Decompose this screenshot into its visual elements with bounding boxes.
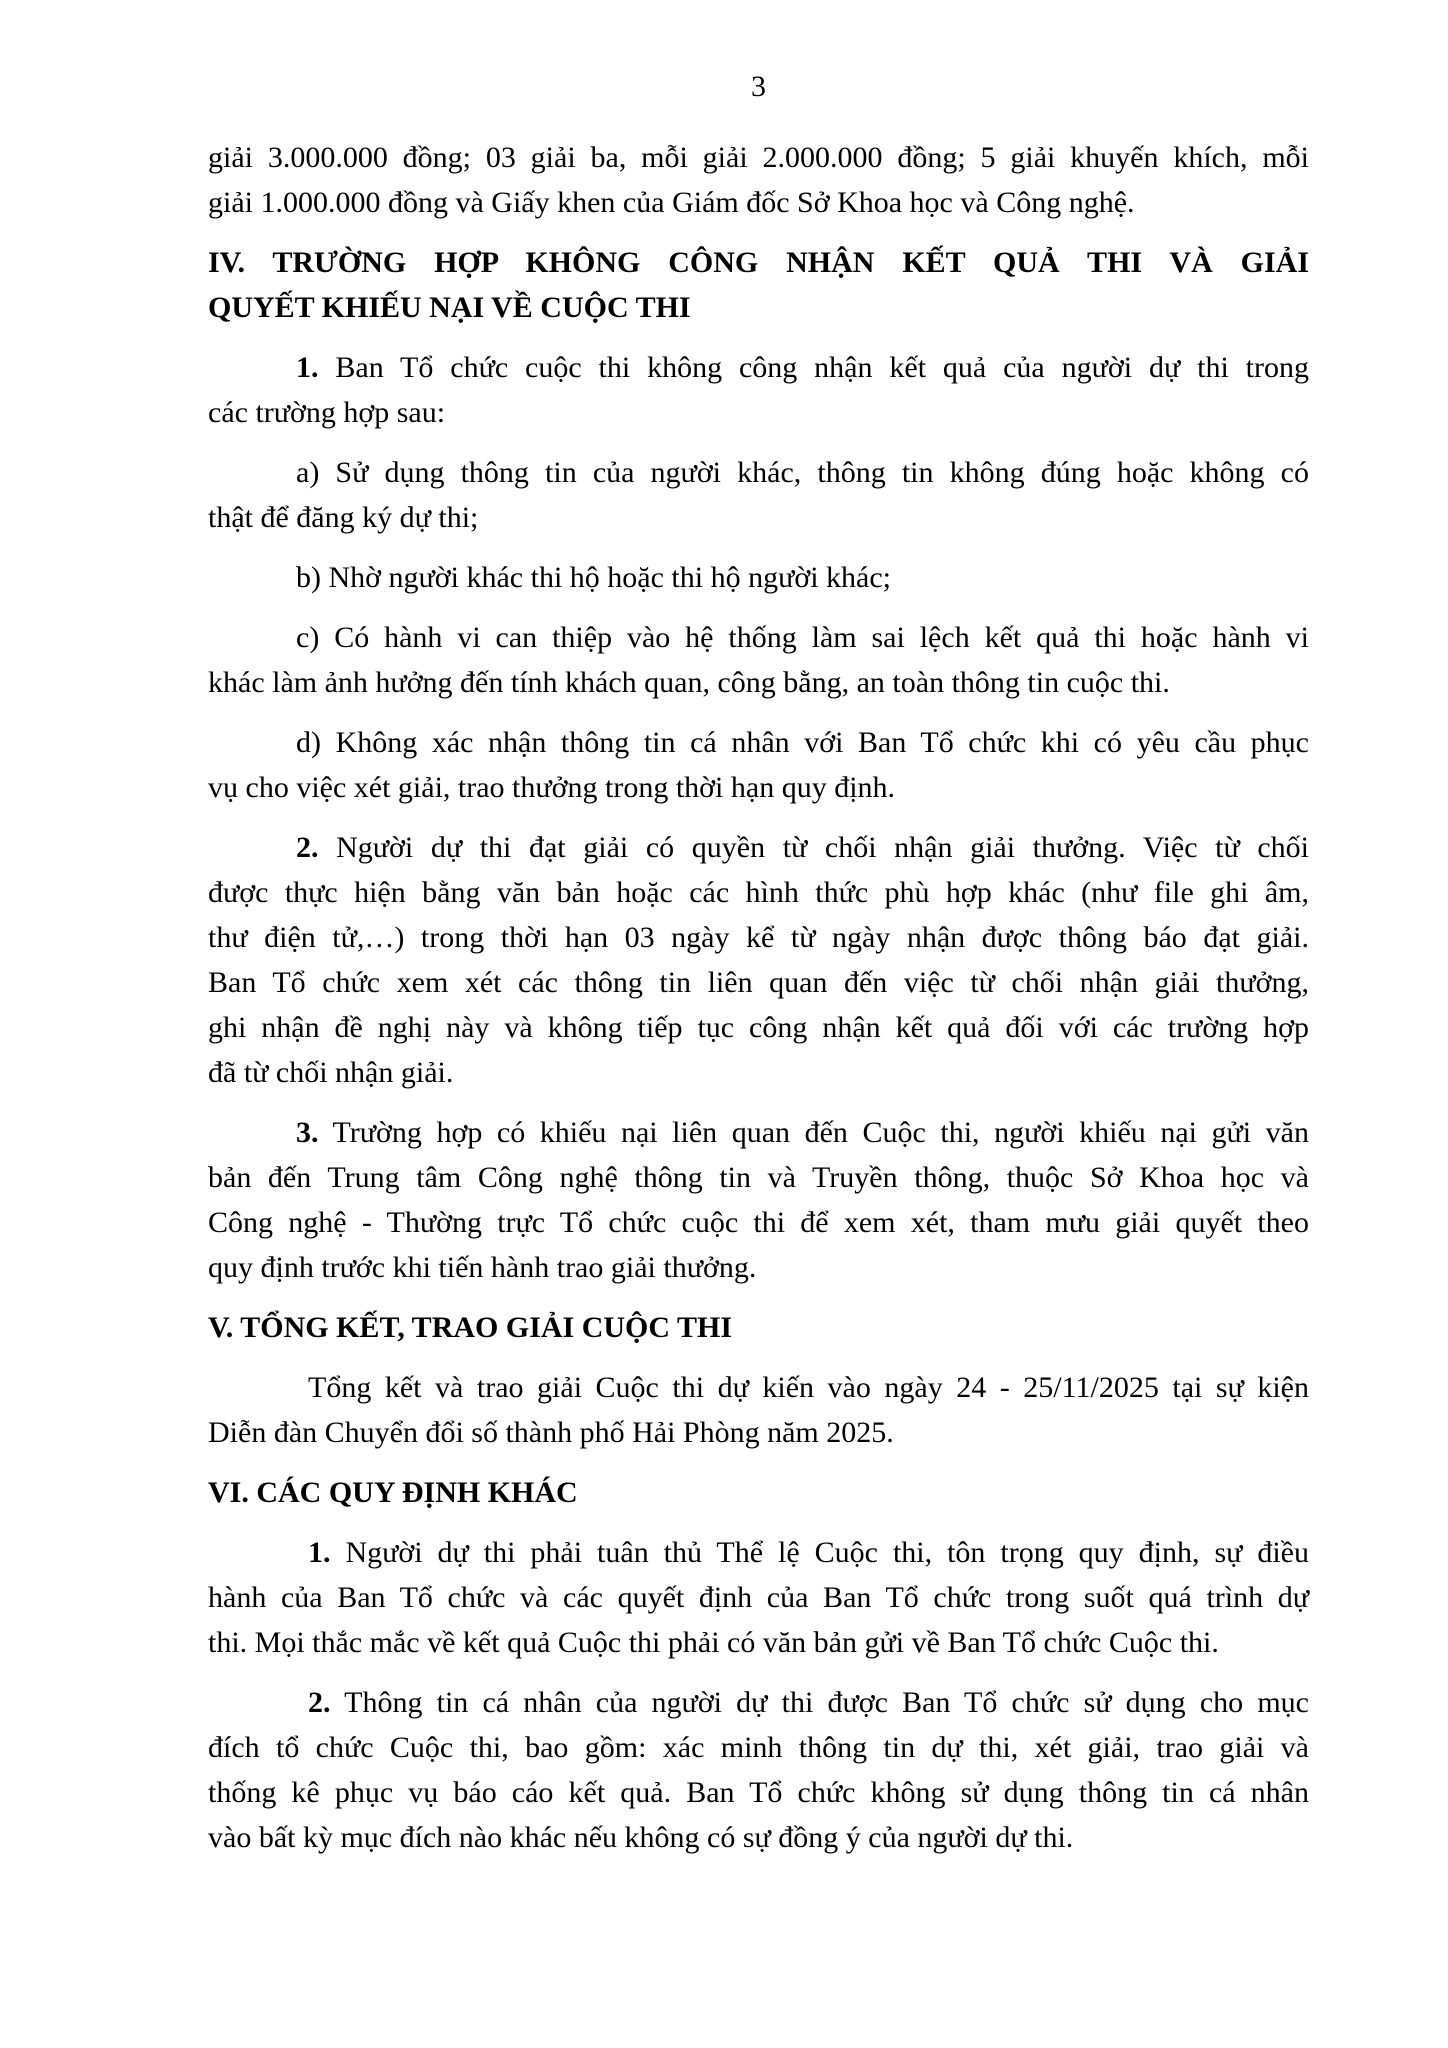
- section-iv-heading: [208, 240, 1309, 330]
- item-text: Trường hợp có khiếu nại liên quan đến Cuộc thi, người khiếu nại gửi văn: [318, 1116, 1309, 1149]
- text-line: [208, 1110, 1309, 1155]
- text-line: thi. Mọi thắc mắc về kết quả Cuộc thi phải có văn bản gửi về Ban Tổ chức Cuộc thi.: [208, 1626, 1219, 1659]
- text-line: các trường hợp sau:: [208, 396, 446, 429]
- section-vi-item-1: [208, 1530, 1309, 1665]
- item-number: 2.: [296, 831, 319, 864]
- text-line: được thực hiện bằng văn bản hoặc các hình thức phù hợp khác (như file ghi âm,: [208, 876, 1309, 909]
- text-line: [208, 345, 1309, 390]
- section-v-body: [208, 1365, 1309, 1455]
- item-number: 2.: [308, 1686, 331, 1719]
- text-line: d) Không xác nhận thông tin cá nhân với Ban Tổ chức khi có yêu cầu phục: [296, 726, 1309, 759]
- section-iv-item-2: [208, 825, 1309, 1095]
- item-number: 3.: [296, 1116, 319, 1149]
- section-vi-heading: [208, 1470, 1309, 1515]
- item-text: Ban Tổ chức cuộc thi không công nhận kết quả của người dự thi trong: [318, 351, 1309, 384]
- text-line: đích tổ chức Cuộc thi, bao gồm: xác minh thông tin dự thi, xét giải, trao giải và: [208, 1731, 1309, 1764]
- section-iv-item-3: [208, 1110, 1309, 1290]
- text-line: Tổng kết và trao giải Cuộc thi dự kiến vào ngày 24 - 25/11/2025 tại sự kiện: [308, 1371, 1309, 1404]
- section-iv-item-1: [208, 345, 1309, 435]
- text-line: [208, 1680, 1309, 1725]
- text-line: b) Nhờ người khác thi hộ hoặc thi hộ người khác;: [296, 561, 892, 594]
- text-line: khác làm ảnh hưởng đến tính khách quan, công bằng, an toàn thông tin cuộc thi.: [208, 666, 1170, 699]
- text-line: vụ cho việc xét giải, trao thưởng trong thời hạn quy định.: [208, 771, 896, 804]
- item-text: Người dự thi đạt giải có quyền từ chối nhận giải thưởng. Việc từ chối: [318, 831, 1309, 864]
- text-line: quy định trước khi tiến hành trao giải thưởng.: [208, 1251, 757, 1284]
- text-line: [208, 825, 1309, 870]
- heading-line: IV. TRƯỜNG HỢP KHÔNG CÔNG NHẬN KẾT QUẢ THI VÀ GIẢI: [208, 246, 1309, 279]
- section-iv-item-b: [208, 555, 1309, 600]
- text-line: c) Có hành vi can thiệp vào hệ thống làm sai lệch kết quả thi hoặc hành vi: [296, 621, 1309, 654]
- text-line: giải 1.000.000 đồng và Giấy khen của Giám đốc Sở Khoa học và Công nghệ.: [208, 186, 1135, 219]
- text-line: thống kê phục vụ báo cáo kết quả. Ban Tổ chức không sử dụng thông tin cá nhân: [208, 1776, 1309, 1809]
- text-line: đã từ chối nhận giải.: [208, 1056, 454, 1089]
- item-number: 1.: [296, 351, 319, 384]
- text-line: bản đến Trung tâm Công nghệ thông tin và Truyền thông, thuộc Sở Khoa học và: [208, 1161, 1309, 1194]
- section-v-heading: [208, 1305, 1309, 1350]
- text-line: Ban Tổ chức xem xét các thông tin liên quan đến việc từ chối nhận giải thưởng,: [208, 966, 1309, 999]
- item-number: 1.: [308, 1536, 331, 1569]
- text-line: ghi nhận đề nghị này và không tiếp tục công nhận kết quả đối với các trường hợp: [208, 1011, 1309, 1044]
- prize-continuation-paragraph: [208, 135, 1309, 225]
- text-line: thật để đăng ký dự thi;: [208, 501, 479, 534]
- page-number: 3: [751, 70, 766, 103]
- text-line: Công nghệ - Thường trực Tổ chức cuộc thi để xem xét, tham mưu giải quyết theo: [208, 1206, 1309, 1239]
- text-line: giải 3.000.000 đồng; 03 giải ba, mỗi giải 2.000.000 đồng; 5 giải khuyến khích, mỗi: [208, 141, 1309, 174]
- section-iv-item-a: [208, 450, 1309, 540]
- heading-line: VI. CÁC QUY ĐỊNH KHÁC: [208, 1476, 578, 1509]
- text-line: vào bất kỳ mục đích nào khác nếu không có sự đồng ý của người dự thi.: [208, 1821, 1074, 1854]
- text-line: [208, 1530, 1309, 1575]
- heading-line: V. TỔNG KẾT, TRAO GIẢI CUỘC THI: [208, 1311, 733, 1344]
- section-vi-item-2: [208, 1680, 1309, 1860]
- heading-line: QUYẾT KHIẾU NẠI VỀ CUỘC THI: [208, 291, 691, 324]
- text-line: a) Sử dụng thông tin của người khác, thông tin không đúng hoặc không có: [296, 456, 1309, 489]
- document-body: [208, 135, 1309, 1860]
- text-line: hành của Ban Tổ chức và các quyết định của Ban Tổ chức trong suốt quá trình dự: [208, 1581, 1309, 1614]
- text-line: Diễn đàn Chuyển đổi số thành phố Hải Phòng năm 2025.: [208, 1416, 894, 1449]
- section-iv-item-d: [208, 720, 1309, 810]
- text-line: thư điện tử,…) trong thời hạn 03 ngày kể từ ngày nhận được thông báo đạt giải.: [208, 921, 1309, 954]
- item-text: Thông tin cá nhân của người dự thi được Ban Tổ chức sử dụng cho mục: [330, 1686, 1309, 1719]
- item-text: Người dự thi phải tuân thủ Thể lệ Cuộc thi, tôn trọng quy định, sự điều: [330, 1536, 1309, 1569]
- section-iv-item-c: [208, 615, 1309, 705]
